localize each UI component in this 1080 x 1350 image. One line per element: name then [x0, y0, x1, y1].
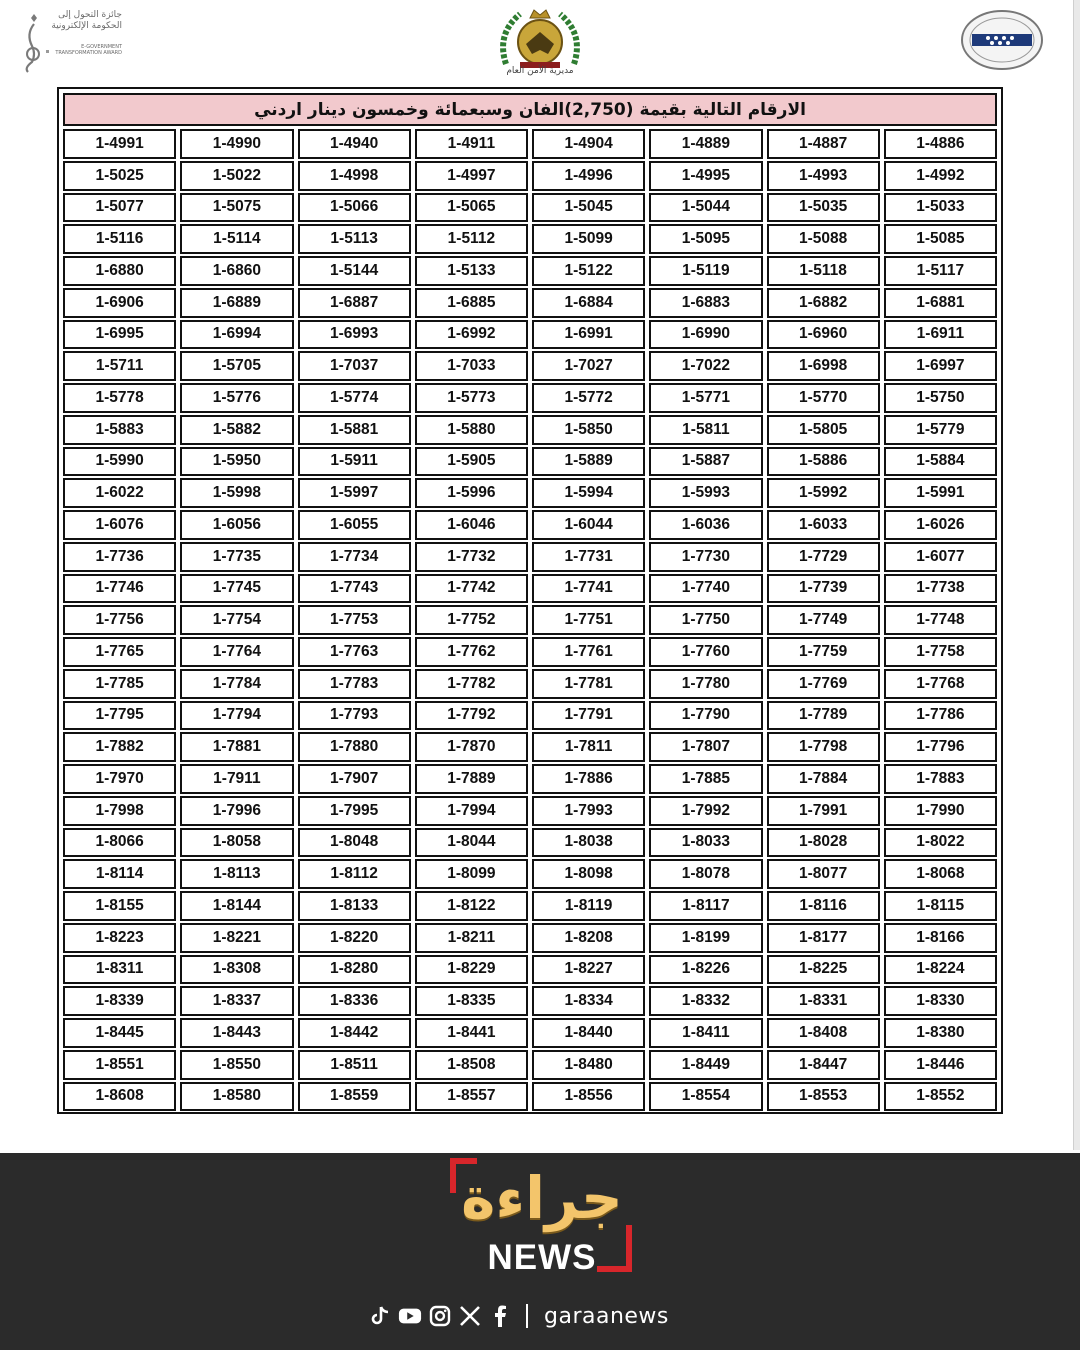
table-cell: 1-5085: [884, 224, 997, 254]
table-cell: 1-4998: [298, 161, 411, 191]
table-cell: 1-4904: [532, 129, 645, 159]
table-cell: 1-8022: [884, 828, 997, 858]
table-cell: 1-8208: [532, 923, 645, 953]
table-cell: 1-7911: [180, 764, 293, 794]
table-cell: 1-7759: [767, 637, 880, 667]
table-cell: 1-6887: [298, 288, 411, 318]
table-cell: 1-7762: [415, 637, 528, 667]
table-cell: 1-6998: [767, 351, 880, 381]
table-cell: 1-4887: [767, 129, 880, 159]
table-cell: 1-5887: [649, 447, 762, 477]
table-cell: 1-6077: [884, 542, 997, 572]
table-cell: 1-8446: [884, 1050, 997, 1080]
table-cell: 1-7798: [767, 732, 880, 762]
table-cell: 1-8449: [649, 1050, 762, 1080]
table-cell: 1-5075: [180, 193, 293, 223]
table-cell: 1-7027: [532, 351, 645, 381]
table-cell: 1-8220: [298, 923, 411, 953]
table-cell: 1-8229: [415, 955, 528, 985]
table-cell: 1-7794: [180, 701, 293, 731]
emblem-caption: مديرية الأمن العام: [506, 66, 574, 76]
table-cell: 1-7764: [180, 637, 293, 667]
table-cell: 1-7754: [180, 605, 293, 635]
table-cell: 1-7758: [884, 637, 997, 667]
table-cell: 1-8078: [649, 859, 762, 889]
table-cell: 1-8330: [884, 986, 997, 1016]
table-cell: 1-5776: [180, 383, 293, 413]
table-cell: 1-8408: [767, 1018, 880, 1048]
table-cell: 1-7786: [884, 701, 997, 731]
table-cell: 1-8442: [298, 1018, 411, 1048]
table-cell: 1-5950: [180, 447, 293, 477]
table-cell: 1-5705: [180, 351, 293, 381]
table-cell: 1-4995: [649, 161, 762, 191]
table-cell: 1-7996: [180, 796, 293, 826]
table-cell: 1-7730: [649, 542, 762, 572]
table-cell: 1-8311: [63, 955, 176, 985]
table-cell: 1-7736: [63, 542, 176, 572]
table-cell: 1-7748: [884, 605, 997, 635]
table-cell: 1-7749: [767, 605, 880, 635]
table-cell: 1-7990: [884, 796, 997, 826]
table-cell: 1-5118: [767, 256, 880, 286]
table-cell: 1-4940: [298, 129, 411, 159]
table-cell: 1-5774: [298, 383, 411, 413]
table-cell: 1-7789: [767, 701, 880, 731]
table-cell: 1-8115: [884, 891, 997, 921]
table-cell: 1-6026: [884, 510, 997, 540]
table-cell: 1-8332: [649, 986, 762, 1016]
table-cell: 1-6860: [180, 256, 293, 286]
table-cell: 1-8155: [63, 891, 176, 921]
table-cell: 1-8077: [767, 859, 880, 889]
table-cell: 1-6884: [532, 288, 645, 318]
table-cell: 1-5116: [63, 224, 176, 254]
table-cell: 1-7792: [415, 701, 528, 731]
table-cell: 1-7746: [63, 574, 176, 604]
table-cell: 1-6992: [415, 320, 528, 350]
table-cell: 1-8226: [649, 955, 762, 985]
table-cell: 1-5779: [884, 415, 997, 445]
table-cell: 1-7870: [415, 732, 528, 762]
table-cell: 1-4990: [180, 129, 293, 159]
table-cell: 1-8557: [415, 1082, 528, 1112]
table-cell: 1-8033: [649, 828, 762, 858]
table-cell: 1-7780: [649, 669, 762, 699]
table-cell: 1-8119: [532, 891, 645, 921]
award-text-en: E-GOVERNMENT TRANSFORMATION AWARD: [55, 44, 122, 56]
table-cell: 1-5035: [767, 193, 880, 223]
table-cell: 1-6076: [63, 510, 176, 540]
table-cell: 1-5077: [63, 193, 176, 223]
table-cell: 1-8044: [415, 828, 528, 858]
table-cell: 1-8441: [415, 1018, 528, 1048]
table-cell: 1-8144: [180, 891, 293, 921]
table-cell: 1-7751: [532, 605, 645, 635]
table-cell: 1-8117: [649, 891, 762, 921]
table-cell: 1-8221: [180, 923, 293, 953]
table-cell: 1-8447: [767, 1050, 880, 1080]
table-cell: 1-6990: [649, 320, 762, 350]
table-cell: 1-8380: [884, 1018, 997, 1048]
table-cell: 1-5850: [532, 415, 645, 445]
table-cell: 1-8511: [298, 1050, 411, 1080]
table-cell: 1-4889: [649, 129, 762, 159]
table-cell: 1-7886: [532, 764, 645, 794]
table-cell: 1-5771: [649, 383, 762, 413]
table-cell: 1-7880: [298, 732, 411, 762]
table-cell: 1-6880: [63, 256, 176, 286]
table-cell: 1-5088: [767, 224, 880, 254]
table-cell: 1-7782: [415, 669, 528, 699]
table-cell: 1-8114: [63, 859, 176, 889]
separator: [526, 1304, 528, 1328]
table-cell: 1-8227: [532, 955, 645, 985]
table-cell: 1-8166: [884, 923, 997, 953]
table-cell: 1-4991: [63, 129, 176, 159]
table-cell: 1-7742: [415, 574, 528, 604]
table-cell: 1-6994: [180, 320, 293, 350]
table-cell: 1-5095: [649, 224, 762, 254]
table-cell: 1-6885: [415, 288, 528, 318]
instagram-icon[interactable]: [428, 1304, 452, 1328]
table-cell: 1-7745: [180, 574, 293, 604]
table-cell: 1-5119: [649, 256, 762, 286]
table-cell: 1-7741: [532, 574, 645, 604]
table-cell: 1-8443: [180, 1018, 293, 1048]
table-cell: 1-7884: [767, 764, 880, 794]
table-cell: 1-7784: [180, 669, 293, 699]
page-edge: [1073, 0, 1080, 1150]
table-cell: 1-8224: [884, 955, 997, 985]
table-cell: 1-8559: [298, 1082, 411, 1112]
table-cell: 1-8112: [298, 859, 411, 889]
table-cell: 1-7740: [649, 574, 762, 604]
table-cell: 1-8580: [180, 1082, 293, 1112]
table-title: الارقام التالية بقيمة (2,750)الفان وسبعمائة وخمسون دينار اردني: [63, 93, 997, 126]
table-cell: 1-7883: [884, 764, 997, 794]
plates-grid: [63, 128, 997, 1112]
table-cell: 1-6995: [63, 320, 176, 350]
table-cell: 1-8225: [767, 955, 880, 985]
table-cell: 1-8336: [298, 986, 411, 1016]
table-cell: 1-8308: [180, 955, 293, 985]
table-cell: 1-7734: [298, 542, 411, 572]
table-cell: 1-6055: [298, 510, 411, 540]
table-cell: 1-7796: [884, 732, 997, 762]
table-cell: 1-8550: [180, 1050, 293, 1080]
x-icon[interactable]: [458, 1304, 482, 1328]
table-cell: 1-5025: [63, 161, 176, 191]
table-cell: 1-8099: [415, 859, 528, 889]
table-cell: 1-8133: [298, 891, 411, 921]
table-cell: 1-7993: [532, 796, 645, 826]
table-cell: 1-6046: [415, 510, 528, 540]
table-cell: 1-6036: [649, 510, 762, 540]
table-cell: 1-7731: [532, 542, 645, 572]
table-cell: 1-8331: [767, 986, 880, 1016]
table-cell: 1-5711: [63, 351, 176, 381]
table-cell: 1-8508: [415, 1050, 528, 1080]
table-cell: 1-6906: [63, 288, 176, 318]
table-cell: 1-7885: [649, 764, 762, 794]
table-cell: 1-7785: [63, 669, 176, 699]
table-cell: 1-8038: [532, 828, 645, 858]
table-cell: 1-8068: [884, 859, 997, 889]
table-cell: 1-8551: [63, 1050, 176, 1080]
brand-logo-news: NEWS: [487, 1238, 597, 1277]
table-cell: 1-7998: [63, 796, 176, 826]
table-cell: 1-6044: [532, 510, 645, 540]
table-cell: 1-8411: [649, 1018, 762, 1048]
table-cell: 1-7769: [767, 669, 880, 699]
table-cell: 1-5112: [415, 224, 528, 254]
table-cell: 1-5773: [415, 383, 528, 413]
award-text: جائزة التحول إلى الحكومة الإلكترونية: [51, 10, 122, 31]
table-cell: 1-6889: [180, 288, 293, 318]
table-cell: 1-5750: [884, 383, 997, 413]
table-cell: 1-7752: [415, 605, 528, 635]
table-cell: 1-7970: [63, 764, 176, 794]
table-cell: 1-7729: [767, 542, 880, 572]
table-cell: 1-7033: [415, 351, 528, 381]
table-cell: 1-4911: [415, 129, 528, 159]
table-cell: 1-5045: [532, 193, 645, 223]
table-cell: 1-6883: [649, 288, 762, 318]
table-cell: 1-6960: [767, 320, 880, 350]
table-cell: 1-8122: [415, 891, 528, 921]
social-handle[interactable]: garaanews: [544, 1303, 669, 1329]
table-cell: 1-7750: [649, 605, 762, 635]
table-cell: 1-8199: [649, 923, 762, 953]
table-cell: 1-8280: [298, 955, 411, 985]
table-cell: 1-7761: [532, 637, 645, 667]
table-cell: 1-5889: [532, 447, 645, 477]
table-cell: 1-5883: [63, 415, 176, 445]
table-cell: 1-5144: [298, 256, 411, 286]
table-cell: 1-5805: [767, 415, 880, 445]
table-cell: 1-5044: [649, 193, 762, 223]
table-cell: 1-7763: [298, 637, 411, 667]
table-cell: 1-5022: [180, 161, 293, 191]
table-cell: 1-6022: [63, 478, 176, 508]
table-cell: 1-8211: [415, 923, 528, 953]
table-cell: 1-8552: [884, 1082, 997, 1112]
table-cell: 1-5881: [298, 415, 411, 445]
table-cell: 1-7756: [63, 605, 176, 635]
table-cell: 1-7811: [532, 732, 645, 762]
table-cell: 1-7738: [884, 574, 997, 604]
social-links: [368, 1300, 669, 1332]
table-cell: 1-7994: [415, 796, 528, 826]
table-cell: 1-5811: [649, 415, 762, 445]
table-cell: 1-5990: [63, 447, 176, 477]
table-cell: 1-7783: [298, 669, 411, 699]
table-cell: 1-7889: [415, 764, 528, 794]
table-cell: 1-4997: [415, 161, 528, 191]
table-cell: 1-4886: [884, 129, 997, 159]
table-cell: 1-7881: [180, 732, 293, 762]
table-cell: 1-5770: [767, 383, 880, 413]
table-cell: 1-5114: [180, 224, 293, 254]
table-cell: 1-6033: [767, 510, 880, 540]
table-cell: 1-5996: [415, 478, 528, 508]
table-cell: 1-8445: [63, 1018, 176, 1048]
directorate-seal-icon: [958, 8, 1046, 72]
table-cell: 1-5099: [532, 224, 645, 254]
brand-logo-arabic: جراءة: [461, 1164, 623, 1232]
table-cell: 1-8098: [532, 859, 645, 889]
table-cell: 1-5911: [298, 447, 411, 477]
table-cell: 1-7793: [298, 701, 411, 731]
table-cell: 1-7992: [649, 796, 762, 826]
table-cell: 1-7781: [532, 669, 645, 699]
youtube-icon[interactable]: [398, 1304, 422, 1328]
table-cell: 1-8223: [63, 923, 176, 953]
table-cell: 1-8334: [532, 986, 645, 1016]
table-cell: 1-5991: [884, 478, 997, 508]
table-cell: 1-5997: [298, 478, 411, 508]
table-cell: 1-8480: [532, 1050, 645, 1080]
table-cell: 1-7791: [532, 701, 645, 731]
table-cell: 1-8177: [767, 923, 880, 953]
table-cell: 1-7022: [649, 351, 762, 381]
table-cell: 1-7807: [649, 732, 762, 762]
table-cell: 1-7790: [649, 701, 762, 731]
table-cell: 1-6993: [298, 320, 411, 350]
table-cell: 1-5117: [884, 256, 997, 286]
table-cell: 1-8048: [298, 828, 411, 858]
table-cell: 1-8066: [63, 828, 176, 858]
table-cell: 1-8058: [180, 828, 293, 858]
table-cell: 1-4993: [767, 161, 880, 191]
table-cell: 1-8335: [415, 986, 528, 1016]
table-cell: 1-6881: [884, 288, 997, 318]
table-cell: 1-5880: [415, 415, 528, 445]
table-cell: 1-5065: [415, 193, 528, 223]
facebook-icon[interactable]: [488, 1304, 512, 1328]
table-cell: 1-7907: [298, 764, 411, 794]
table-cell: 1-5905: [415, 447, 528, 477]
table-cell: 1-6997: [884, 351, 997, 381]
table-cell: 1-7732: [415, 542, 528, 572]
table-cell: 1-7765: [63, 637, 176, 667]
table-cell: 1-7768: [884, 669, 997, 699]
table-cell: 1-8339: [63, 986, 176, 1016]
table-cell: 1-5886: [767, 447, 880, 477]
table-cell: 1-8608: [63, 1082, 176, 1112]
table-cell: 1-7735: [180, 542, 293, 572]
table-cell: 1-7882: [63, 732, 176, 762]
table-cell: 1-8113: [180, 859, 293, 889]
table-cell: 1-8554: [649, 1082, 762, 1112]
table-cell: 1-8337: [180, 986, 293, 1016]
table-cell: 1-4992: [884, 161, 997, 191]
table-cell: 1-5122: [532, 256, 645, 286]
table-cell: 1-7739: [767, 574, 880, 604]
table-cell: 1-5998: [180, 478, 293, 508]
table-cell: 1-5133: [415, 256, 528, 286]
table-cell: 1-6056: [180, 510, 293, 540]
table-cell: 1-8116: [767, 891, 880, 921]
table-cell: 1-7753: [298, 605, 411, 635]
table-cell: 1-7991: [767, 796, 880, 826]
table-cell: 1-7037: [298, 351, 411, 381]
table-cell: 1-7995: [298, 796, 411, 826]
table-cell: 1-8028: [767, 828, 880, 858]
table-cell: 1-8440: [532, 1018, 645, 1048]
table-cell: 1-7760: [649, 637, 762, 667]
table-cell: 1-5772: [532, 383, 645, 413]
table-cell: 1-5778: [63, 383, 176, 413]
table-cell: 1-8553: [767, 1082, 880, 1112]
table-cell: 1-4996: [532, 161, 645, 191]
table-cell: 1-5113: [298, 224, 411, 254]
table-cell: 1-5993: [649, 478, 762, 508]
table-cell: 1-5884: [884, 447, 997, 477]
table-cell: 1-7743: [298, 574, 411, 604]
table-cell: 1-6911: [884, 320, 997, 350]
table-cell: 1-6991: [532, 320, 645, 350]
table-cell: 1-5066: [298, 193, 411, 223]
table-cell: 1-8556: [532, 1082, 645, 1112]
table-cell: 1-7795: [63, 701, 176, 731]
tiktok-icon[interactable]: [368, 1304, 392, 1328]
table-cell: 1-5992: [767, 478, 880, 508]
table-cell: 1-5882: [180, 415, 293, 445]
table-cell: 1-5033: [884, 193, 997, 223]
table-cell: 1-6882: [767, 288, 880, 318]
table-cell: 1-5994: [532, 478, 645, 508]
